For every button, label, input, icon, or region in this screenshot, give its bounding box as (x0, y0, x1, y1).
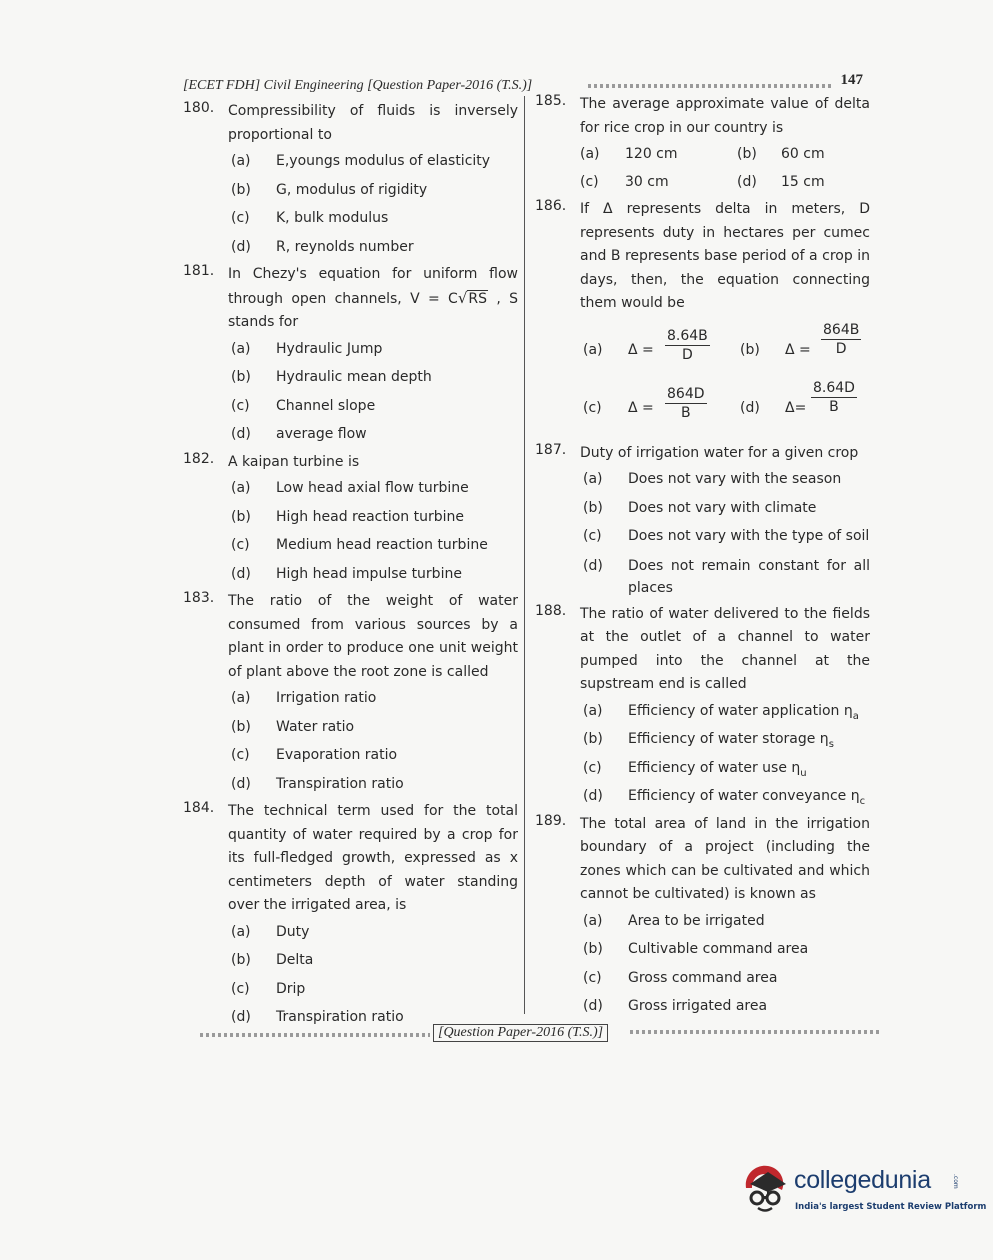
collegedunia-logo[interactable] (738, 1158, 987, 1220)
option-b: (b) Delta (231, 952, 314, 968)
question-182 (183, 451, 518, 589)
option-b-fraction: $\frac{864B}{D}$ (823, 321, 860, 357)
question-188 (535, 603, 870, 811)
question-number: 187. (535, 441, 567, 458)
option-b: (b) Water ratio (231, 718, 355, 735)
right-column (535, 93, 870, 1023)
option-b: (b) Hydraulic mean depth (231, 369, 432, 385)
question-number: 189. (535, 812, 567, 829)
question-text: In Chezy's equation for uniform flow through open channels, V = C√RS , S stands for (228, 266, 518, 330)
brand-domain: .com (952, 1174, 959, 1189)
header-title: [ECET FDH] Civil Engineering [Question Paper-2016 (T.S.)] (183, 78, 533, 93)
option-c: (c) Efficiency of water use $\eta_u$ (583, 759, 807, 779)
options-row-2 (535, 379, 870, 440)
option-b: (b) Does not vary with climate (583, 499, 817, 516)
question-text: The total area of land in the irrigation boundary of a project (including the zones which can be cultivated and which cannot be cultivated) is known as (580, 815, 870, 902)
option-a: (a) Area to be irrigated (583, 912, 765, 929)
option-a-fraction: $\frac{8.64B}{D}$ (667, 327, 708, 363)
option-d: (d) Does not remain constant for all places (583, 557, 870, 596)
brand-tagline: India's largest Student Review Platform (795, 1202, 987, 1212)
option-a: (a) Efficiency of water application $\eta_a$ (583, 702, 859, 722)
brand-name: collegedunia (794, 1166, 931, 1194)
footer-label: [Question Paper-2016 (T.S.)] (433, 1024, 608, 1042)
question-number: 181. (183, 263, 215, 279)
page-footer (200, 1022, 880, 1044)
question-185 (535, 93, 870, 196)
options-row-2 (535, 168, 870, 196)
question-187 (535, 442, 870, 599)
page-number: 147 (840, 72, 863, 88)
option-d: (d) Transpiration ratio (231, 1009, 404, 1025)
option-d-text: 15 cm (781, 174, 825, 190)
question-number: 180. (183, 100, 215, 116)
option-b: (b) Cultivable command area (583, 941, 809, 957)
question-text: The ratio of the weight of water consumed from various sources by a plant in order to produce one unit weight of plant above the root zone is called (228, 593, 518, 680)
option-d-label: (d) (740, 399, 760, 416)
option-a: (a) Hydraulic Jump (231, 340, 383, 357)
option-c: (c) Evaporation ratio (231, 747, 398, 763)
option-c: (c) Does not vary with the type of soil (583, 528, 870, 544)
option-c-lhs: Δ = (628, 399, 654, 416)
option-d: (d) Gross irrigated area (583, 998, 768, 1014)
option-d: (d) average flow (231, 426, 367, 442)
option-c-text: 30 cm (625, 174, 669, 190)
question-180 (183, 100, 518, 261)
option-a-label: (a) (580, 146, 600, 162)
option-c: (c) K, bulk modulus (231, 210, 389, 226)
option-c: (c) Channel slope (231, 397, 376, 414)
option-a-label: (a) (583, 341, 603, 358)
question-text: A kaipan turbine is (228, 453, 360, 470)
options-row-1 (535, 140, 870, 168)
option-b-text: 60 cm (781, 146, 825, 162)
option-b-label: (b) (740, 341, 760, 358)
question-text: The ratio of water delivered to the fields at the outlet of a channel to water pumped into the channel at the supstream end is called (580, 605, 870, 692)
footer-dotted-rule-right (630, 1030, 880, 1034)
mascot-logo-icon (738, 1158, 794, 1220)
option-d: (d) Efficiency of water conveyance $\eta_c$ (583, 788, 866, 807)
left-column (183, 100, 518, 1034)
question-181 (183, 263, 518, 449)
option-d: (d) High head impulse turbine (231, 565, 462, 582)
option-a: (a) Low head axial flow turbine (231, 480, 469, 496)
sqrt-radicand: RS (468, 290, 487, 307)
question-189 (535, 813, 870, 1021)
option-c-label: (c) (583, 399, 602, 416)
option-d: (d) R, reynolds number (231, 238, 414, 255)
question-text: The technical term used for the total quantity of water required by a crop for its full-fledged growth, expressed as x centimeters depth of water standing over the irrigated area, is (228, 803, 518, 913)
question-number: 183. (183, 590, 215, 606)
header-dotted-rule (588, 84, 833, 88)
option-c: (c) Drip (231, 980, 306, 997)
option-c-fraction: $\frac{864D}{B}$ (667, 385, 705, 421)
option-a-lhs: Δ = (628, 341, 654, 358)
question-text: Duty of irrigation water for a given crop (580, 444, 859, 461)
option-d-fraction: $\frac{8.64D}{B}$ (813, 379, 855, 415)
question-text: The average approximate value of delta for rice crop in our country is (580, 96, 870, 136)
option-b-label: (b) (737, 146, 757, 162)
question-number: 184. (183, 800, 215, 816)
option-d: (d) Transpiration ratio (231, 775, 404, 792)
question-text: Compressibility of fluids is inversely proportional to (228, 103, 518, 143)
option-a: (a) Does not vary with the season (583, 471, 842, 487)
question-number: 188. (535, 602, 567, 619)
option-b: (b) Efficiency of water storage $\eta_s$ (583, 731, 834, 750)
question-number: 182. (183, 450, 215, 467)
question-number: 185. (535, 93, 567, 109)
column-divider (524, 96, 525, 1014)
footer-dotted-rule-left (200, 1033, 430, 1037)
question-186 (535, 198, 870, 440)
sqrt-symbol: √ (457, 288, 468, 307)
question-184 (183, 800, 518, 1032)
option-a: (a) Duty (231, 923, 310, 940)
option-a: (a) Irrigation ratio (231, 690, 377, 706)
question-text: If Δ represents delta in meters, D represents duty in hectares per cumec and B represents base period of a crop in days, then, the equation connecting them would be (580, 201, 870, 311)
options-row-1 (535, 321, 870, 382)
option-d-lhs: Δ= (785, 399, 807, 416)
option-c: (c) Medium head reaction turbine (231, 537, 488, 553)
option-c: (c) Gross command area (583, 969, 778, 986)
option-a-text: 120 cm (625, 146, 678, 162)
option-d-label: (d) (737, 174, 757, 190)
question-number: 186. (535, 198, 567, 214)
option-c-label: (c) (580, 174, 599, 190)
option-a: (a) E,youngs modulus of elasticity (231, 153, 491, 169)
option-b: (b) G, modulus of rigidity (231, 181, 428, 198)
option-b: (b) High head reaction turbine (231, 508, 465, 525)
question-183 (183, 590, 518, 798)
option-b-lhs: Δ = (785, 341, 811, 358)
